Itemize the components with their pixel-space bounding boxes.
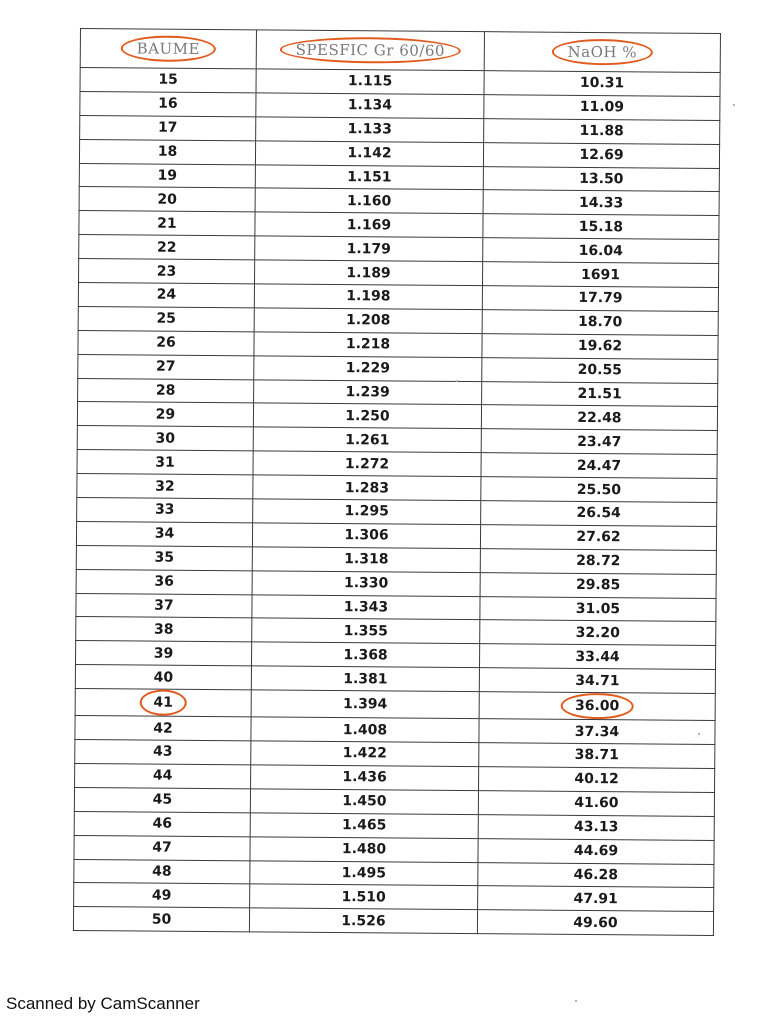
cell-baume-value: 49 [151,887,172,904]
cell-sg-value: 1.330 [343,575,389,592]
cell-sg-value: 1.343 [343,599,389,616]
cell-sg [250,789,478,815]
cell-baume [77,450,253,475]
cell-naoh-value: 10.31 [579,75,625,92]
cell-baume-value: 46 [152,815,173,832]
cell-naoh-value: 24.47 [576,457,622,474]
cell-naoh [479,644,715,670]
cell-baume-value: 39 [153,645,174,662]
cell-naoh [484,71,720,97]
cell-baume [79,187,255,212]
cell-baume-value: 31 [155,454,175,471]
cell-sg-value: 1.526 [341,912,386,930]
cell-naoh [482,381,718,407]
cell-baume [79,235,255,260]
cell-baume [75,665,251,690]
cell-sg-value: 1.229 [345,360,391,377]
cell-naoh [479,668,715,694]
cell-sg-value: 1.408 [342,721,388,739]
cell-naoh-value: 47.91 [573,890,618,908]
cell-sg-value: 1.133 [347,121,392,138]
cell-baume-value: 38 [153,621,174,638]
cell-naoh [479,719,715,745]
cell-naoh [483,238,719,264]
cell-sg [255,212,483,238]
cell-sg [253,451,481,477]
cell-naoh [482,262,718,288]
cell-naoh-value: 21.51 [577,385,622,403]
cell-sg [255,141,483,167]
cell-baume-value: 23 [156,263,177,280]
cell-naoh [478,886,714,912]
cell-baume [74,811,250,836]
cell-naoh [480,525,716,551]
cell-baume [78,378,254,403]
cell-naoh [481,501,717,527]
header-specific-gravity [256,30,484,71]
cell-sg-value: 1.436 [342,769,387,786]
cell-sg-value: 1.134 [347,97,393,114]
cell-sg-value: 1.355 [343,623,388,640]
cell-baume-value: 40 [153,669,174,686]
table-row [73,907,713,936]
cell-baume [76,545,252,570]
cell-sg [250,836,478,862]
cell-baume [75,763,251,788]
cell-naoh-value: 43.13 [574,819,619,836]
cell-naoh-value: 20.55 [577,362,623,379]
cell-sg [251,666,479,692]
cell-baume [74,859,250,884]
cell-naoh-value: 41.60 [574,795,619,812]
cell-naoh [481,405,717,431]
cell-naoh [477,910,713,936]
cell-sg-value: 1.306 [344,527,389,544]
cell-naoh-value: 34.71 [575,672,620,689]
cell-baume [78,283,254,308]
cell-baume-value: 30 [155,430,176,447]
header-sg-label: SPESFIC Gr 60/60 [280,37,462,64]
table-row [75,689,715,721]
cell-naoh-value: 14.33 [578,194,624,212]
cell-baume [79,211,255,236]
table-body [73,68,720,936]
cell-sg-value: 1.169 [346,216,392,234]
cell-baume-value: 47 [152,839,172,856]
cell-baume-value: 33 [154,502,175,519]
cell-baume-value: 37 [154,597,174,614]
cell-naoh-value: 33.44 [575,648,620,666]
cell-baume [75,740,251,765]
cell-naoh-value: 13.50 [579,170,624,188]
cell-baume [74,787,250,812]
cell-sg [254,379,482,405]
cell-naoh-value: 17.79 [578,290,623,307]
cell-baume-value: 29 [155,406,176,423]
cell-naoh-value: 40.12 [574,771,619,788]
cell-naoh [480,620,716,646]
cell-naoh-value: 1691 [581,266,621,283]
cell-naoh [481,453,717,479]
cell-baume-value: 20 [157,191,177,208]
cell-baume [76,617,252,642]
cell-naoh [481,429,717,455]
cell-naoh-value: 46.28 [573,866,619,884]
cell-baume [74,883,250,908]
cell-sg-value: 1.422 [342,745,388,762]
cell-sg-value: 1.261 [345,431,390,449]
header-baume-label: BAUME [121,35,217,62]
cell-sg [255,164,483,190]
cell-baume-value: 28 [155,382,176,399]
cell-naoh [482,310,718,336]
cell-sg [250,860,478,886]
cell-baume-value: 36 [154,573,174,590]
cell-baume-value: 50 [151,911,172,928]
header-baume [80,29,256,69]
cell-naoh-value: 32.20 [575,624,620,642]
cell-baume [77,498,253,523]
cell-baume-value: 35 [154,549,175,567]
cell-naoh-value: 22.48 [577,409,622,427]
cell-naoh-value: 28.72 [576,553,621,570]
cell-sg-value: 1.495 [341,865,387,882]
cell-sg [256,93,484,119]
cell-sg [256,117,484,143]
cell-sg [256,69,484,95]
cell-naoh [480,548,716,574]
cell-baume [79,259,255,284]
cell-naoh [478,790,714,816]
cell-baume-value: 27 [156,358,176,375]
cell-sg [251,642,479,668]
cell-naoh-value: 44.69 [573,842,619,860]
scan-speck [456,380,458,382]
cell-naoh [478,838,714,864]
cell-naoh [483,214,719,240]
scan-speck [698,733,700,735]
cell-baume-value: 43 [153,744,173,761]
cell-naoh-value: 37.34 [574,723,620,740]
cell-naoh-value: 15.18 [578,218,624,236]
cell-naoh [480,572,716,598]
cell-naoh-value: 19.62 [577,338,623,355]
cell-naoh-value: 25.50 [576,481,622,498]
cell-sg [253,499,481,525]
cell-sg-value: 1.189 [346,264,391,282]
cell-naoh [481,477,717,503]
cell-sg [255,236,483,262]
cell-sg-value: 1.394 [342,696,388,713]
cell-naoh [479,692,715,721]
cell-sg-value: 1.218 [345,336,391,353]
cell-sg-value: 1.151 [347,169,392,186]
cell-baume [80,115,256,140]
cell-baume [77,402,253,427]
cell-sg-value: 1.381 [343,670,388,688]
cell-sg [254,332,482,358]
cell-naoh-value: 11.88 [579,123,624,140]
cell-baume [75,641,251,666]
cell-baume [75,689,251,717]
cell-baume [79,163,255,188]
cell-sg-value: 1.198 [346,288,391,305]
cell-naoh-value: 38.71 [574,747,620,764]
cell-naoh-value: 27.62 [576,529,621,546]
cell-naoh-value: 36.00 [561,693,633,720]
cell-sg [252,571,480,597]
cell-sg [251,717,479,743]
cell-baume [79,139,255,164]
cell-sg-value: 1.179 [346,240,391,258]
cell-naoh-value: 12.69 [579,147,624,164]
cell-sg [249,908,477,934]
header-naoh-label: NaOH % [551,39,653,66]
cell-sg [250,813,478,839]
cell-sg [253,427,481,453]
cell-sg [252,594,480,620]
cell-baume [77,426,253,451]
cell-baume-value: 19 [157,167,178,184]
cell-baume-value: 21 [157,215,177,232]
cell-baume [75,716,251,741]
cell-baume-value: 34 [154,525,175,543]
cell-baume-value: 17 [157,119,178,136]
cell-sg-value: 1.283 [344,479,390,497]
cell-naoh-value: 18.70 [577,314,623,331]
naoh-table [73,28,721,936]
cell-naoh-value: 23.47 [577,433,622,451]
cell-sg [252,523,480,549]
cell-naoh-value: 49.60 [573,914,618,931]
cell-sg [251,741,479,767]
cell-baume [76,593,252,618]
cell-baume-value: 48 [152,863,172,880]
cell-baume-value: 32 [155,478,175,495]
cell-baume [78,306,254,331]
cell-baume [77,474,253,499]
cell-sg-value: 1.115 [347,73,393,90]
cell-baume [80,91,256,116]
cell-sg [254,308,482,334]
cell-naoh-value: 29.85 [575,577,621,594]
cell-sg [251,690,479,719]
cell-baume [74,835,250,860]
cell-naoh-value: 16.04 [578,242,623,259]
cell-naoh-value: 26.54 [576,505,621,522]
cell-sg-value: 1.465 [342,817,387,834]
cell-sg-value: 1.480 [341,841,387,858]
cell-baume [78,354,254,379]
cell-naoh [484,118,720,144]
cell-baume-value: 25 [156,310,177,328]
cell-sg-value: 1.368 [343,646,388,664]
cell-sg-value: 1.272 [344,455,390,473]
cell-sg-value: 1.142 [347,145,392,162]
cell-baume-value: 45 [152,791,173,809]
cell-sg-value: 1.295 [344,503,389,520]
cell-naoh [479,767,715,793]
cell-baume-value: 44 [152,767,173,785]
table-sheet [73,28,720,973]
cell-baume-value: 16 [158,95,178,113]
cell-baume [78,330,254,355]
cell-baume-value: 42 [153,720,173,737]
cell-sg [254,356,482,382]
cell-naoh [482,286,718,312]
cell-baume-value: 22 [156,239,177,256]
cell-baume-value: 15 [158,72,178,89]
cell-baume-value: 18 [157,143,178,160]
cell-baume [73,907,249,932]
cell-sg [252,547,480,573]
cell-naoh [484,95,720,121]
cell-sg [253,475,481,501]
cell-baume-value: 26 [156,334,176,351]
cell-naoh [482,333,718,359]
cell-naoh [478,862,714,888]
cell-naoh-value: 11.09 [579,99,625,116]
header-naoh [484,32,720,73]
scanner-watermark: Scanned by CamScanner [6,994,200,1013]
scan-speck [575,1000,577,1002]
cell-baume [76,569,252,594]
cell-sg [252,618,480,644]
cell-sg-value: 1.318 [344,551,389,568]
cell-sg-value: 1.239 [345,384,390,401]
cell-naoh [482,357,718,383]
scan-speck [733,104,735,106]
cell-sg-value: 1.250 [345,408,390,425]
cell-naoh [479,743,715,769]
cell-baume [80,68,256,93]
cell-baume-value: 24 [156,287,177,304]
cell-baume-value: 41 [139,690,187,716]
cell-naoh [483,166,719,192]
cell-sg [255,188,483,214]
cell-sg-value: 1.208 [345,312,391,329]
cell-naoh [483,190,719,216]
cell-sg [254,260,482,286]
cell-sg-value: 1.450 [342,793,387,810]
cell-sg [254,284,482,310]
cell-sg-value: 1.160 [346,192,392,210]
cell-sg [250,884,478,910]
cell-sg [251,765,479,791]
cell-sg-value: 1.510 [341,888,386,906]
cell-naoh [483,142,719,168]
cell-naoh-value: 31.05 [575,600,621,618]
cell-sg [253,403,481,429]
cell-baume [76,521,252,546]
cell-naoh [480,596,716,622]
cell-naoh [478,814,714,840]
header-row [80,29,720,73]
